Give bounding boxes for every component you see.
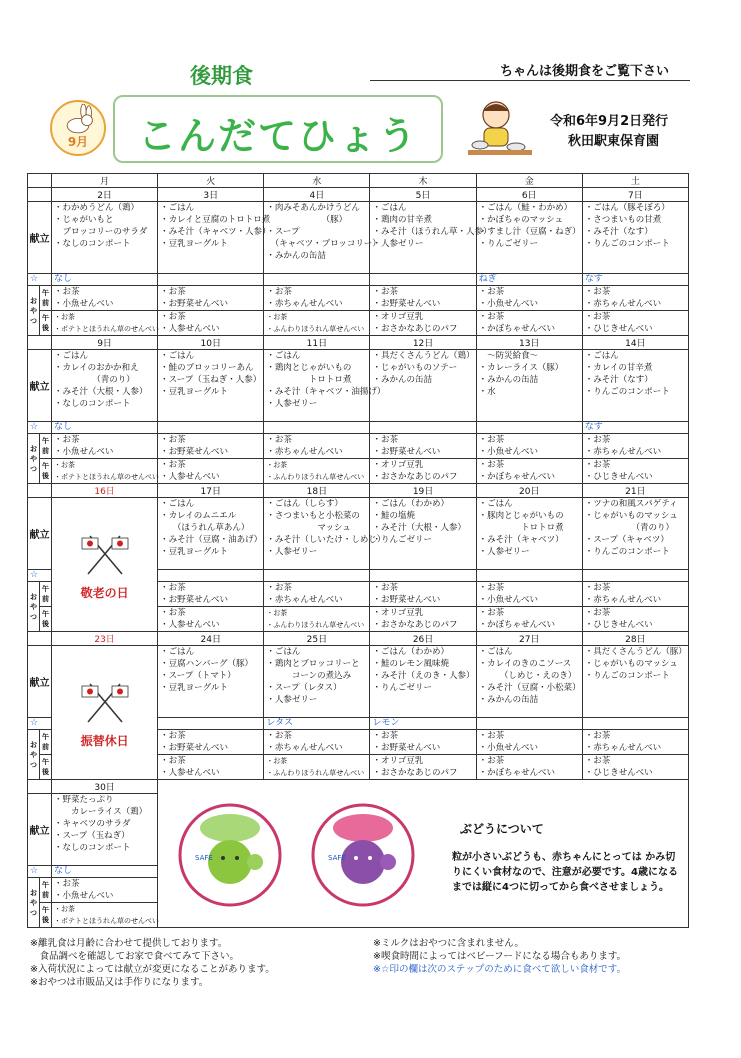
star-cell: なす [582, 274, 688, 286]
date-cell: 12日 [370, 336, 476, 350]
divider [370, 80, 690, 81]
star-cell [158, 422, 264, 434]
star-cell: レモン [370, 718, 476, 730]
star-label: ☆ [28, 718, 52, 730]
note-line: ※離乳食は月齢に合わせて提供しております。 [30, 938, 228, 949]
menu-cell: ・肉みそあんかけうどん （豚） ・スープ （キャベツ・ブロッコリー） ・みかんの缶詰 [264, 202, 370, 274]
date-cell: 18日 [264, 484, 370, 498]
publish-date: 令和6年9月2日発行 [550, 114, 669, 129]
menu-cell: ・ごはん ・カレイと豆腐のトロトロ煮 ・みそ汁（キャベツ・人参） ・豆乳ヨーグルト [158, 202, 264, 274]
menu-cell: 〜防災給食〜 ・カレーライス（豚） ・みかんの缶詰 ・水 [476, 350, 582, 422]
snack-cell: ・お茶 ・お野菜せんべい [370, 730, 476, 755]
svg-text:SAFE: SAFE [195, 854, 213, 862]
menu-cell: ・ごはん（豚そぼろ） ・さつまいもの甘煮 ・みそ汁（なす） ・りんごのコンポート [582, 202, 688, 274]
weekday-header: 金 [476, 174, 582, 188]
snack-cell: ・お茶 ・赤ちゃんせんべい [264, 434, 370, 459]
crossed-flags-icon [80, 532, 130, 578]
menu-cell: ・ごはん（わかめ） ・鮭のレモン風味焼 ・みそ汁（えのき・人参） ・りんごゼリー [370, 646, 476, 718]
date-cell: 2日 [52, 188, 158, 202]
weekday-header: 火 [158, 174, 264, 188]
gozen-label: 午前 [40, 434, 52, 459]
date-cell: 11日 [264, 336, 370, 350]
crossed-flags-icon [80, 680, 130, 726]
menu-cell: ・ごはん ・カレイの甘辛煮 ・みそ汁（なす） ・りんごのコンポート [582, 350, 688, 422]
star-cell [476, 570, 582, 582]
star-cell [264, 422, 370, 434]
date-cell: 19日 [370, 484, 476, 498]
menu-cell: ・ごはん ・鮭のブロッコリーあん ・スープ（玉ねぎ・人参） ・豆乳ヨーグルト [158, 350, 264, 422]
date-cell: 21日 [582, 484, 688, 498]
gozen-label: 午前 [40, 582, 52, 607]
snack-cell: ・お茶 ・ひじきせんべい [582, 755, 688, 780]
menu-cell: ・ごはん ・カレイのきのこソース （しめじ・えのき） ・みそ汁（豆腐・小松菜） ・みかんの缶詰 [476, 646, 582, 718]
star-cell [158, 274, 264, 286]
snack-cell: ・お茶 ・かぼちゃせんべい [476, 459, 582, 484]
snack-cell: ・お茶 ・ふんわりほうれん草せんべい [264, 459, 370, 484]
date-cell: 9日 [52, 336, 158, 350]
snack-cell: ・お茶 ・赤ちゃんせんべい [264, 582, 370, 607]
title-box [113, 95, 443, 163]
notes-left [30, 937, 275, 989]
star-cell [476, 718, 582, 730]
date-cell: 17日 [158, 484, 264, 498]
corner-cell [28, 174, 52, 188]
svg-text:SAFE: SAFE [328, 854, 346, 862]
star-cell [264, 274, 370, 286]
snack-cell: ・お茶 ・ポテトとほうれん草のせんべい [52, 459, 158, 484]
oyatsu-label: おやつ [28, 434, 40, 484]
date-cell: 4日 [264, 188, 370, 202]
gogo-label: 午後 [40, 607, 52, 632]
gozen-label: 午前 [40, 730, 52, 755]
date-cell: 16日 [52, 484, 158, 498]
oyatsu-label: おやつ [28, 730, 40, 780]
menu-cell: ・ごはん（わかめ） ・鮭の塩焼 ・みそ汁（大根・人参） ・りんごゼリー [370, 498, 476, 570]
holiday-cell [52, 498, 158, 632]
label-spacer [28, 484, 52, 498]
snack-cell: ・お茶 ・お野菜せんべい [370, 434, 476, 459]
star-label: ☆ [28, 570, 52, 582]
snack-cell: ・お茶 ・ふんわりほうれん草せんべい [264, 755, 370, 780]
note-line: ※喫食時間によってはベビーフードになる場合もあります。 [373, 951, 627, 962]
snack-cell: ・オリゴ豆乳 ・おさかなあじのパフ [370, 755, 476, 780]
notice-text: ちゃんは後期食をご覧下さい [500, 64, 670, 79]
snack-cell: ・お茶 ・小魚せんべい [476, 730, 582, 755]
star-cell [370, 422, 476, 434]
snack-cell: ・お茶 ・赤ちゃんせんべい [582, 730, 688, 755]
snack-cell: ・オリゴ豆乳 ・おさかなあじのパフ [370, 607, 476, 632]
holiday-name: 振替休日 [80, 734, 129, 748]
oyatsu-label: おやつ [28, 582, 40, 632]
kondate-label: 献立 [28, 646, 52, 718]
snack-cell: ・お茶 ・小魚せんべい [476, 434, 582, 459]
kondate-label: 献立 [28, 794, 52, 866]
kondate-label: 献立 [28, 202, 52, 274]
snack-cell: ・お茶 ・お野菜せんべい [158, 730, 264, 755]
snack-cell: ・お茶 ・ひじきせんべい [582, 607, 688, 632]
oyatsu-label: おやつ [28, 286, 40, 336]
notes-right [373, 937, 626, 976]
star-label: ☆ [28, 866, 52, 878]
star-cell: レタス [264, 718, 370, 730]
month-badge [50, 100, 106, 156]
star-cell: ねぎ [476, 274, 582, 286]
note-line: 食品調べを確認してお家で食べてみて下さい。 [30, 951, 240, 962]
holiday-cell [52, 646, 158, 780]
star-cell [158, 718, 264, 730]
snack-cell: ・お茶 ・ふんわりほうれん草せんべい [264, 607, 370, 632]
menu-cell: ・ごはん ・鶏肉の甘辛煮 ・みそ汁（ほうれん草・人参） ・人参ゼリー [370, 202, 476, 274]
snack-cell: ・お茶 ・赤ちゃんせんべい [264, 286, 370, 311]
menu-cell: ・ごはん ・鶏肉とブロッコリーと コーンの煮込み ・スープ（レタス） ・人参ゼリー [264, 646, 370, 718]
snack-cell: ・お茶 ・小魚せんべい [52, 878, 158, 903]
label-spacer [28, 336, 52, 350]
kondate-label: 献立 [28, 498, 52, 570]
oyatsu-label: おやつ [28, 878, 40, 928]
star-cell [582, 718, 688, 730]
label-spacer [28, 188, 52, 202]
menu-cell: ・ごはん（鮭・わかめ） ・かぼちゃのマッシュ ・すまし汁（豆腐・ねぎ） ・りんごゼリー [476, 202, 582, 274]
star-cell [476, 422, 582, 434]
date-cell: 20日 [476, 484, 582, 498]
menu-cell: ・わかめうどん（鶏） ・じゃがいもと ブロッコリーのサラダ ・なしのコンポート [52, 202, 158, 274]
holiday-name: 敬老の日 [80, 586, 129, 600]
star-cell [370, 570, 476, 582]
gogo-label: 午後 [40, 755, 52, 780]
note-line: ※おやつは市販品又は手作りになります。 [30, 977, 209, 988]
date-cell: 14日 [582, 336, 688, 350]
weekday-header: 土 [582, 174, 688, 188]
menu-cell: ・ごはん（しらす） ・さつまいもと小松菜の マッシュ ・みそ汁（しいたけ・しめじ） ・人参ゼリー [264, 498, 370, 570]
note-line: ※ミルクはおやつに含まれません。 [373, 938, 524, 949]
snack-cell: ・お茶 ・小魚せんべい [52, 286, 158, 311]
school-name: 秋田駅東保育園 [568, 134, 660, 149]
date-cell: 13日 [476, 336, 582, 350]
snack-cell: ・お茶 ・お野菜せんべい [370, 582, 476, 607]
green-grape-icon [175, 800, 285, 910]
gogo-label: 午後 [40, 311, 52, 336]
gogo-label: 午後 [40, 459, 52, 484]
star-label: ☆ [28, 422, 52, 434]
menu-cell: ・ツナの和風スパゲティ ・じゃがいものマッシュ （青のり） ・スープ（キャベツ） ・りんごのコンポート [582, 498, 688, 570]
snack-cell: ・お茶 ・お野菜せんべい [158, 582, 264, 607]
snack-cell: ・お茶 ・ひじきせんべい [582, 311, 688, 336]
snack-cell: ・お茶 ・お野菜せんべい [158, 434, 264, 459]
date-cell: 23日 [52, 632, 158, 646]
snack-cell: ・お茶 ・赤ちゃんせんべい [582, 286, 688, 311]
grape-section-title: ぶどうについて [460, 822, 544, 836]
weekday-header: 水 [264, 174, 370, 188]
purple-grape-icon [308, 800, 418, 910]
menu-cell: ・野菜たっぷり カレーライス（鶏） ・キャベツのサラダ ・スープ（玉ねぎ） ・なしのコンポート [52, 794, 158, 866]
star-cell: なす [582, 422, 688, 434]
snack-cell: ・お茶 ・赤ちゃんせんべい [582, 434, 688, 459]
menu-cell: ・ごはん ・豆腐ハンバーグ（豚） ・スープ（トマト） ・豆乳ヨーグルト [158, 646, 264, 718]
date-cell: 7日 [582, 188, 688, 202]
star-cell [582, 570, 688, 582]
weekday-header: 月 [52, 174, 158, 188]
snack-cell: ・お茶 ・小魚せんべい [476, 286, 582, 311]
star-cell: なし [52, 422, 158, 434]
date-cell: 27日 [476, 632, 582, 646]
menu-cell: ・ごはん ・カレイのおかか和え （青のり） ・みそ汁（大根・人参） ・なしのコンポート [52, 350, 158, 422]
note-line: ※入荷状況によっては献立が変更になることがあります。 [30, 964, 275, 975]
date-cell: 25日 [264, 632, 370, 646]
gozen-label: 午前 [40, 878, 52, 903]
snack-cell: ・お茶 ・赤ちゃんせんべい [582, 582, 688, 607]
snack-cell: ・お茶 ・人参せんべい [158, 311, 264, 336]
snack-cell: ・お茶 ・小魚せんべい [476, 582, 582, 607]
header [0, 0, 741, 170]
kouki-label: 後期食 [190, 64, 253, 88]
note-line-star: ※☆印の欄は次のステップのために食べて欲しい食材です。 [373, 964, 627, 975]
snack-cell: ・オリゴ豆乳 ・おさかなあじのパフ [370, 311, 476, 336]
star-label: ☆ [28, 274, 52, 286]
menu-cell: ・ごはん ・豚肉とじゃがいもの トロトロ煮 ・みそ汁（キャベツ） ・人参ゼリー [476, 498, 582, 570]
date-cell: 3日 [158, 188, 264, 202]
menu-cell: ・ごはん ・鶏肉とじゃがいもの トロトロ煮 ・みそ汁（キャベツ・油揚げ） ・人参ゼリー [264, 350, 370, 422]
snack-cell: ・お茶 ・ポテトとほうれん草のせんべい [52, 311, 158, 336]
star-cell: なし [52, 866, 158, 878]
snack-cell: ・お茶 ・人参せんべい [158, 459, 264, 484]
weekday-header: 木 [370, 174, 476, 188]
date-cell: 28日 [582, 632, 688, 646]
snack-cell: ・お茶 ・ひじきせんべい [582, 459, 688, 484]
snack-cell: ・お茶 ・かぼちゃせんべい [476, 311, 582, 336]
menu-cell: ・具だくさんうどん（鶏） ・じゃがいものソテー ・みかんの缶詰 [370, 350, 476, 422]
gogo-label: 午後 [40, 903, 52, 928]
snack-cell: ・お茶 ・人参せんべい [158, 755, 264, 780]
snack-cell: ・お茶 ・お野菜せんべい [370, 286, 476, 311]
snack-cell: ・お茶 ・かぼちゃせんべい [476, 607, 582, 632]
snack-cell: ・お茶 ・赤ちゃんせんべい [264, 730, 370, 755]
star-cell [370, 274, 476, 286]
date-cell: 30日 [52, 780, 158, 794]
gozen-label: 午前 [40, 286, 52, 311]
date-cell: 10日 [158, 336, 264, 350]
star-cell: なし [52, 274, 158, 286]
date-cell: 26日 [370, 632, 476, 646]
label-spacer [28, 780, 52, 794]
month-label: 9月 [67, 135, 89, 149]
grape-section-text: 粒が小さいぶどうも、赤ちゃんにとっては かみ切りにくい食材なので、注意が必要です。4歳になるまでは縦に4つに切ってから食べさせましょう。 [452, 852, 678, 893]
kondate-label: 献立 [28, 350, 52, 422]
snack-cell: ・お茶 ・小魚せんべい [52, 434, 158, 459]
date-cell: 5日 [370, 188, 476, 202]
snack-cell: ・お茶 ・ポテトとほうれん草のせんべい [52, 903, 158, 928]
snack-cell: ・お茶 ・ふんわりほうれん草せんべい [264, 311, 370, 336]
snack-cell: ・お茶 ・お野菜せんべい [158, 286, 264, 311]
child-eating-icon [466, 95, 534, 159]
snack-cell: ・お茶 ・人参せんべい [158, 607, 264, 632]
star-cell [264, 570, 370, 582]
menu-cell: ・具だくさんうどん（豚） ・じゃがいものマッシュ ・りんごのコンポート [582, 646, 688, 718]
star-cell [158, 570, 264, 582]
snack-cell: ・お茶 ・かぼちゃせんべい [476, 755, 582, 780]
date-cell: 6日 [476, 188, 582, 202]
page-title: こんだてひょう [137, 114, 418, 158]
date-cell: 24日 [158, 632, 264, 646]
snack-cell: ・オリゴ豆乳 ・おさかなあじのパフ [370, 459, 476, 484]
label-spacer [28, 632, 52, 646]
menu-cell: ・ごはん ・カレイのムニエル （ほうれん草あん） ・みそ汁（豆腐・油あげ） ・豆乳ヨーグルト [158, 498, 264, 570]
